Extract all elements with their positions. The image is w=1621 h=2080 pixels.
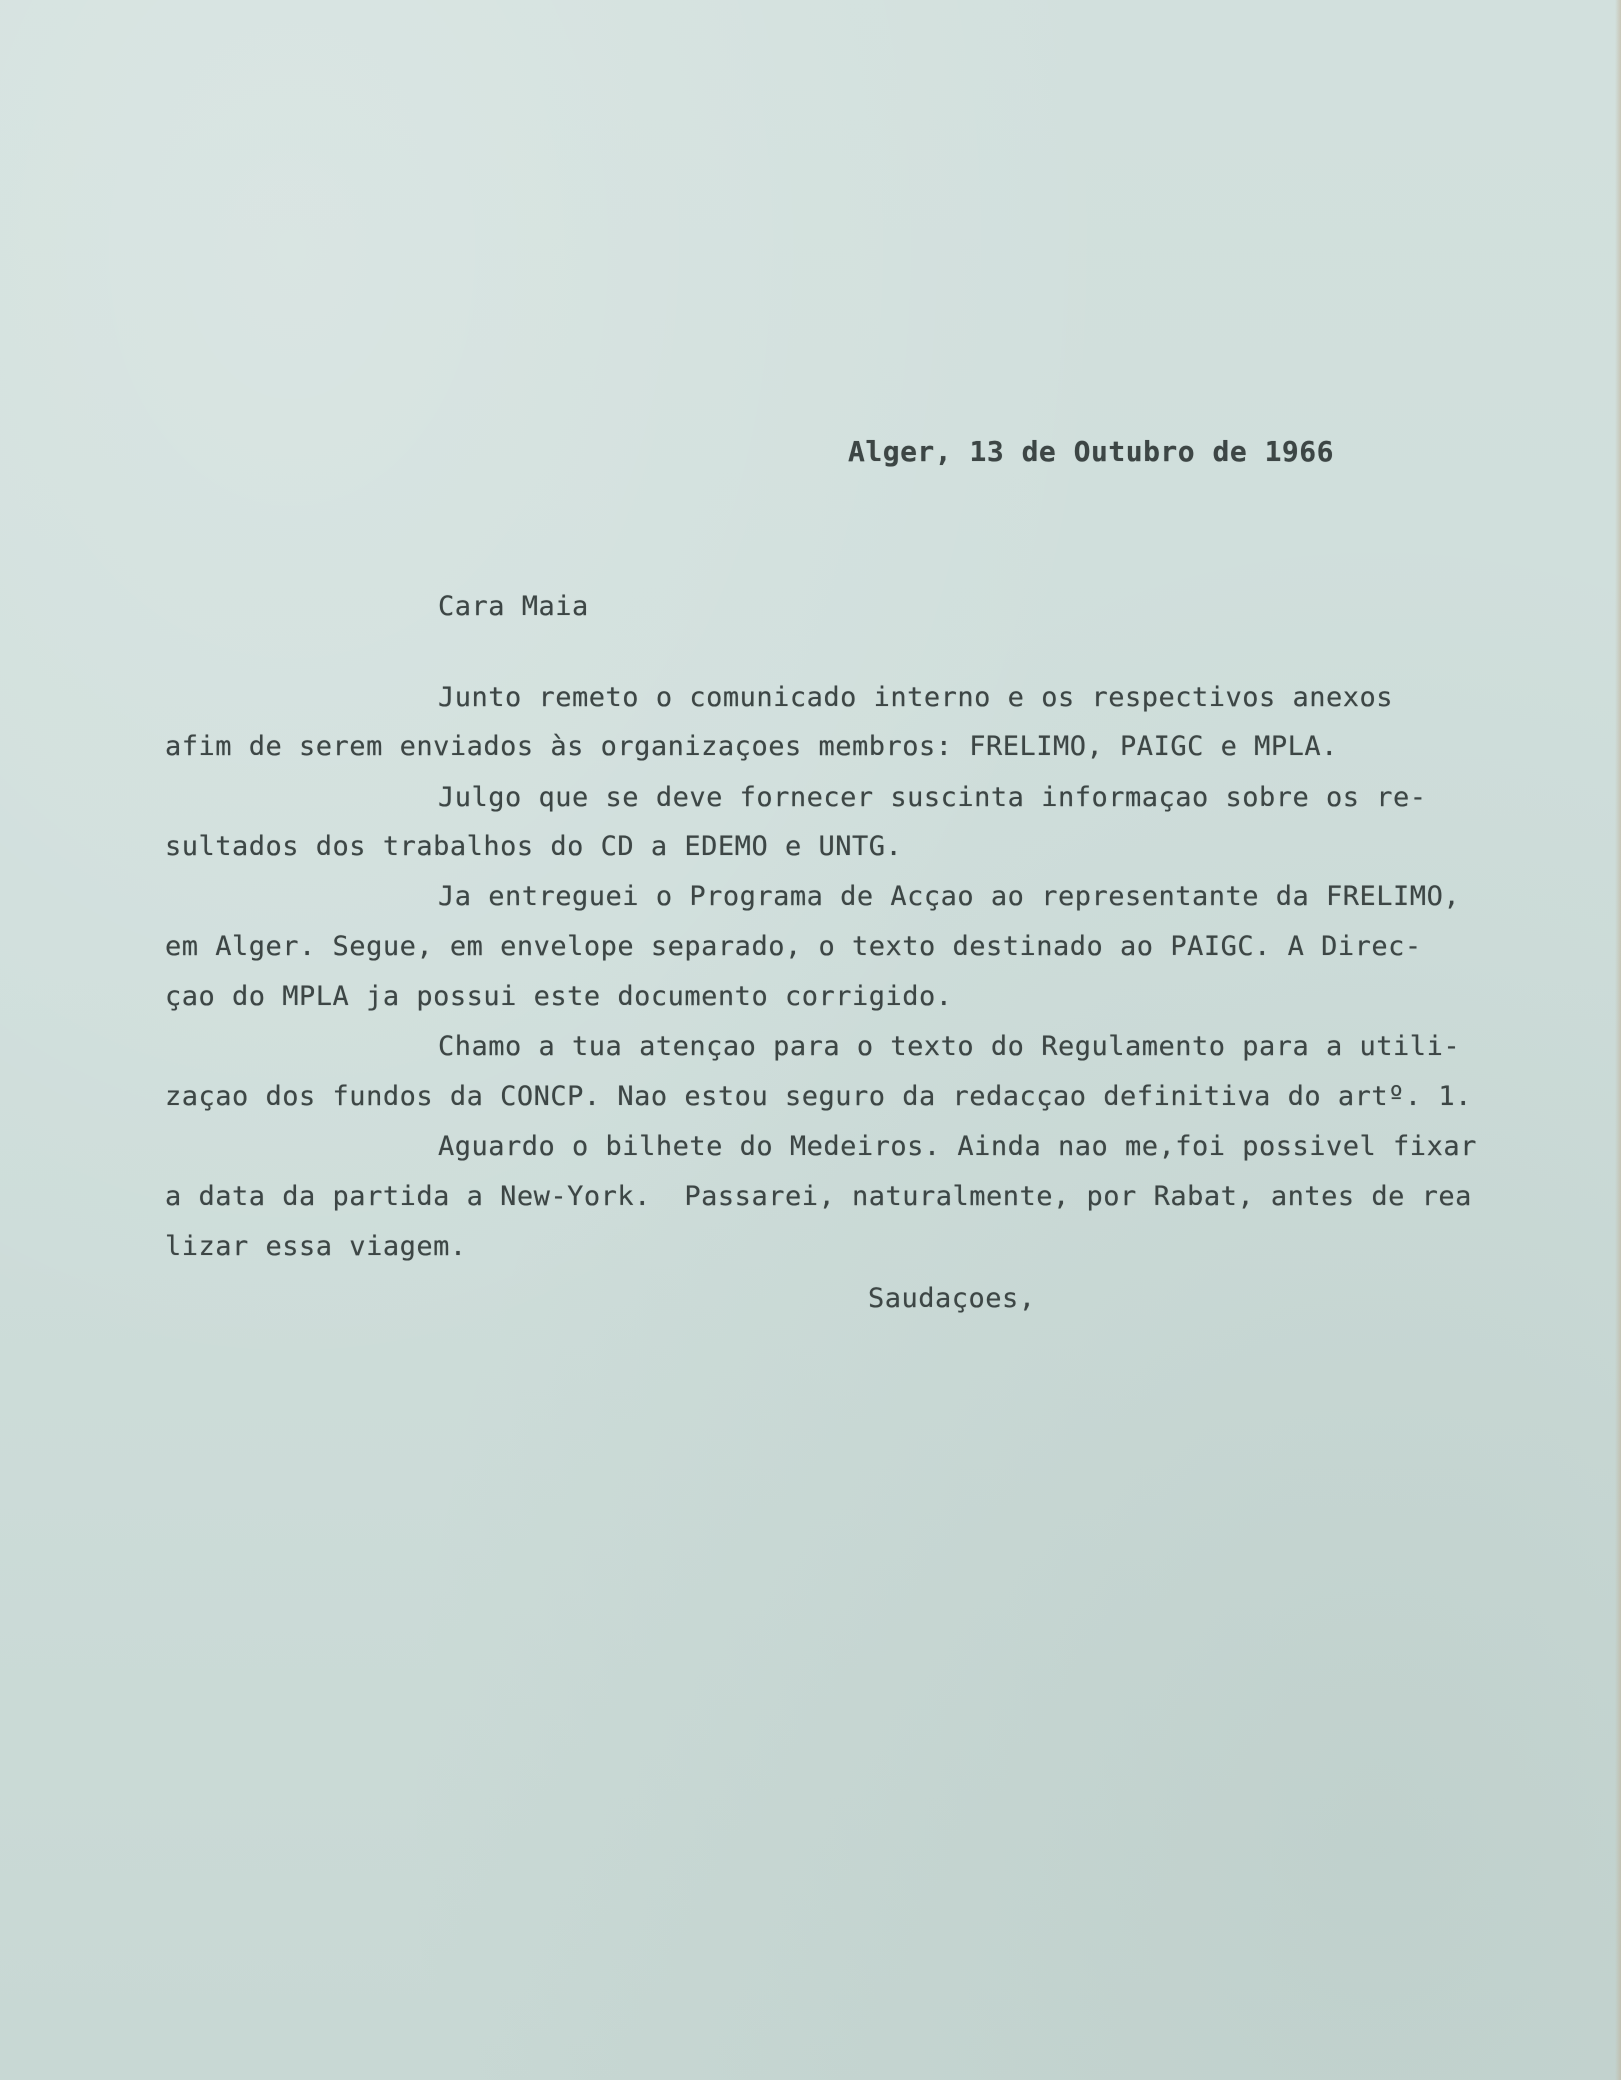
body-line-8: Chamo a tua atençao para o texto do Regulamento para a utili- xyxy=(438,1031,1461,1062)
body-line-6: em Alger. Segue, em envelope separado, o texto destinado ao PAIGC. A Direc- xyxy=(165,931,1422,962)
closing: Saudaçoes, xyxy=(868,1283,1036,1314)
body-line-10: Aguardo o bilhete do Medeiros. Ainda nao me,foi possivel fixar xyxy=(438,1131,1477,1162)
body-line-4: sultados dos trabalhos do CD a EDEMO e UNTG. xyxy=(165,831,903,862)
date-line: Alger, 13 de Outubro de 1966 xyxy=(848,435,1335,468)
body-line-9: zaçao dos fundos da CONCP. Nao estou seguro da redacçao definitiva do artº. 1. xyxy=(165,1081,1472,1112)
body-line-3: Julgo que se deve fornecer suscinta informaçao sobre os re- xyxy=(438,782,1427,813)
body-line-5: Ja entreguei o Programa de Acçao ao representante da FRELIMO, xyxy=(438,881,1461,912)
body-line-12: lizar essa viagem. xyxy=(165,1231,467,1262)
salutation: Cara Maia xyxy=(438,591,589,622)
paper-edge xyxy=(1615,0,1621,2080)
body-line-1: Junto remeto o comunicado interno e os respectivos anexos xyxy=(438,682,1394,713)
body-line-11: a data da partida a New-York. Passarei, naturalmente, por Rabat, antes de rea xyxy=(165,1181,1472,1212)
body-line-7: çao do MPLA ja possui este documento corrigido. xyxy=(165,981,953,1012)
body-line-2: afim de serem enviados às organizaçoes membros: FRELIMO, PAIGC e MPLA. xyxy=(165,731,1338,762)
